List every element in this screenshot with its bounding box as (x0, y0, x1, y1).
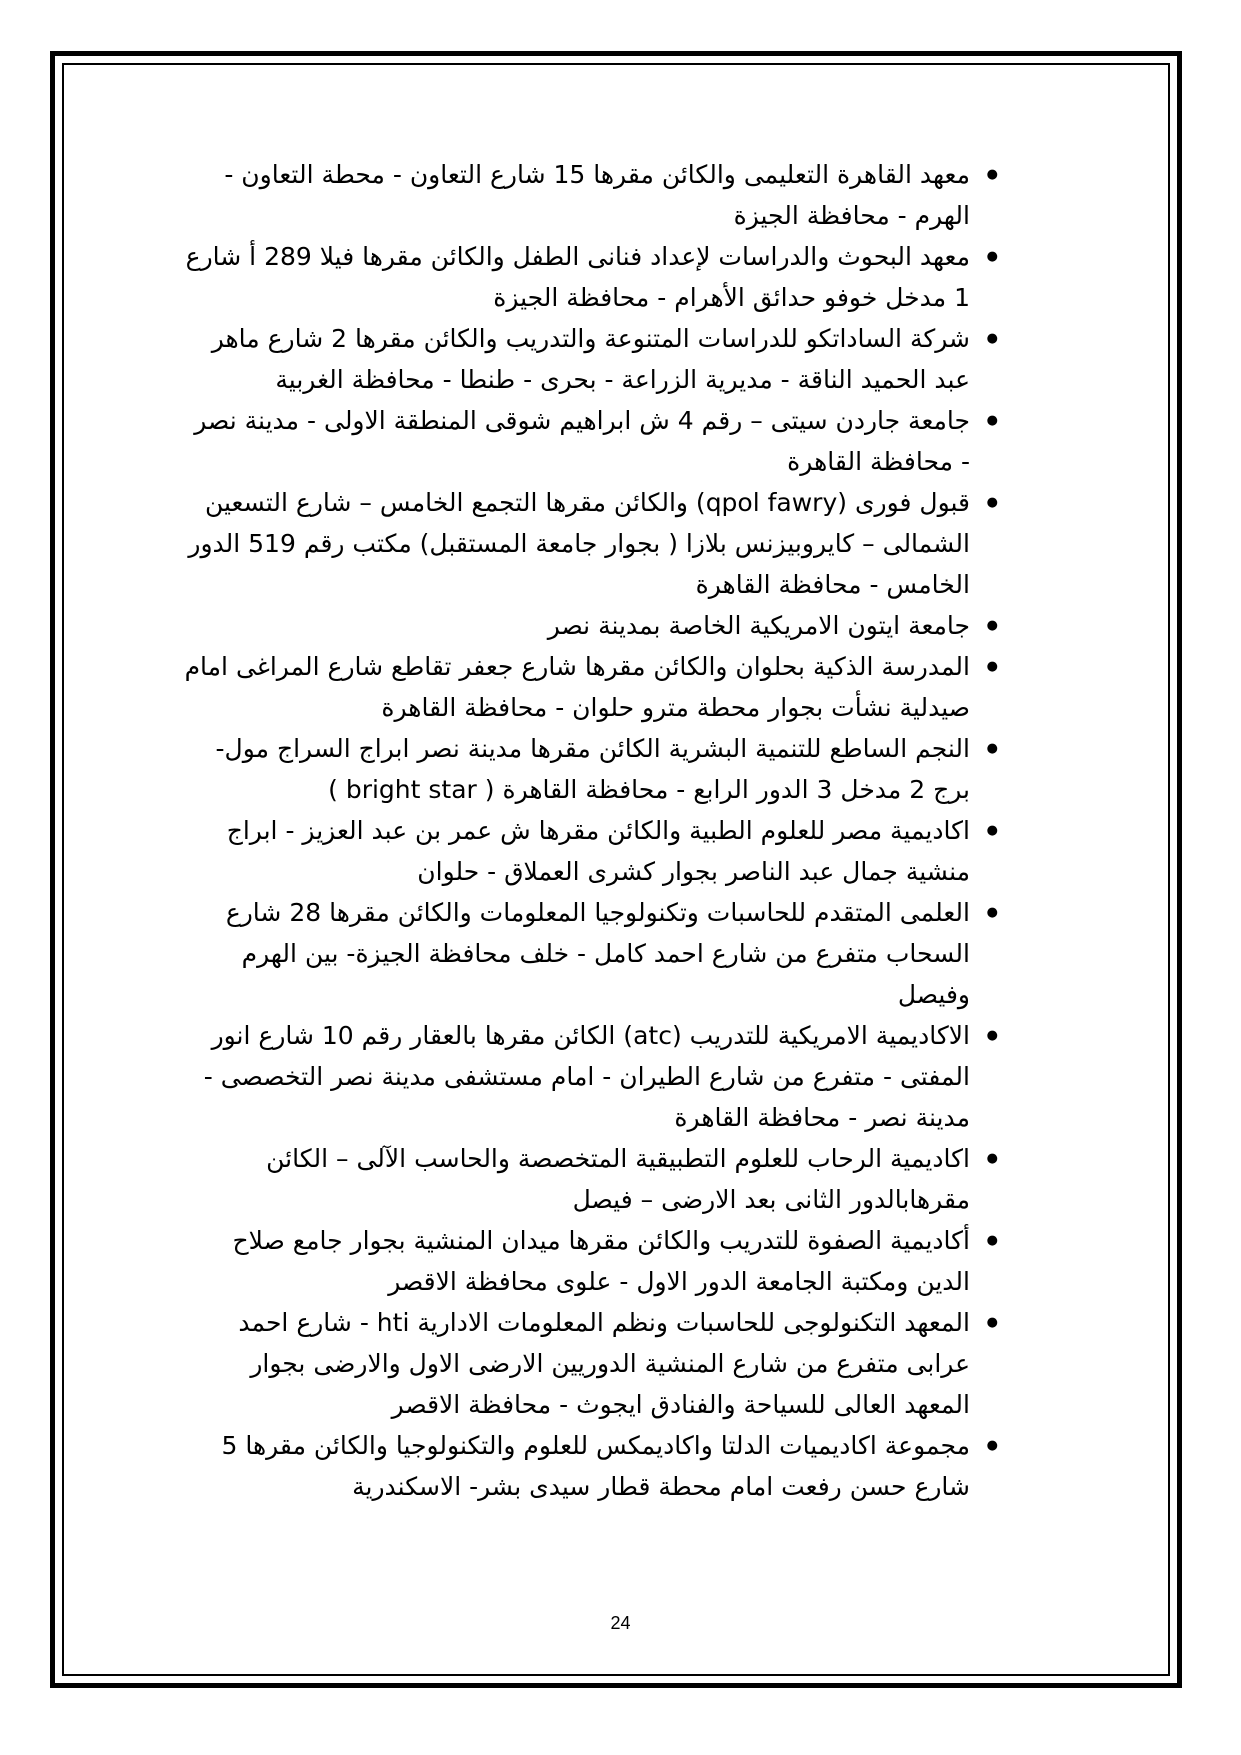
list-item: ● اكاديمية الرحاب للعلوم التطبيقية المتخصصة والحاسب الآلى – الكائن مقرهابالدور الثانى بعد الارضى – فيصل (180, 1138, 1000, 1220)
list-item: ● العلمى المتقدم للحاسبات وتكنولوجيا المعلومات والكائن مقرها 28 شارع السحاب متفرع من شارع احمد كامل - خلف محافظة الجيزة- بين الهرم وفيصل (180, 892, 1000, 1015)
list-item: ● أكاديمية الصفوة للتدريب والكائن مقرها ميدان المنشية بجوار جامع صلاح الدين ومكتبة الجامعة الدور الاول - علوى محافظة الاقصر (180, 1220, 1000, 1302)
list-item: ● الاكاديمية الامريكية للتدريب (atc) الكائن مقرها بالعقار رقم 10 شارع انور المفتى - متفرع من شارع الطيران - امام مستشفى مدينة نصر التخصصى - مدينة نصر - محافظة القاهرة (180, 1015, 1000, 1138)
institution-list (180, 154, 1000, 1507)
list-item: ● المعهد التكنولوجى للحاسبات ونظم المعلومات الادارية hti - شارع احمد عرابى متفرع من شارع المنشية الدوريين الارضى الاول والارضى بجوار المعهد العالى للسياحة والفنادق ايجوث - محافظة الاقصر (180, 1302, 1000, 1425)
list-item: ● النجم الساطع للتنمية البشرية الكائن مقرها مدينة نصر ابراج السراج مول- برج 2 مدخل 3 الدور الرابع - محافظة القاهرة ( bright star ) (180, 728, 1000, 810)
list-item: ● اكاديمية مصر للعلوم الطبية والكائن مقرها ش عمر بن عبد العزيز - ابراج منشية جمال عبد الناصر بجوار كشرى العملاق - حلوان (180, 810, 1000, 892)
list-item: ● مجموعة اكاديميات الدلتا واكاديمكس للعلوم والتكنولوجيا والكائن مقرها 5 شارع حسن رفعت امام محطة قطار سيدى بشر- الاسكندرية (180, 1425, 1000, 1507)
list-item: ● قبول فورى (qpol fawry) والكائن مقرها التجمع الخامس – شارع التسعين الشمالى – كايروبيزنس بلازا ( بجوار جامعة المستقبل) مكتب رقم 519 الدور الخامس - محافظة القاهرة (180, 482, 1000, 605)
list-item: ● معهد البحوث والدراسات لإعداد فنانى الطفل والكائن مقرها فيلا 289 أ شارع 1 مدخل خوفو حدائق الأهرام - محافظة الجيزة (180, 236, 1000, 318)
list-item: ● جامعة ايتون الامريكية الخاصة بمدينة نصر (180, 605, 1000, 646)
page-number: 24 (610, 1613, 631, 1633)
list-item: ● معهد القاهرة التعليمى والكائن مقرها 15 شارع التعاون - محطة التعاون - الهرم - محافظة الجيزة (180, 154, 1000, 236)
list-item: ● جامعة جاردن سيتى – رقم 4 ش ابراهيم شوقى المنطقة الاولى - مدينة نصر - محافظة القاهرة (180, 400, 1000, 482)
list-item: ● المدرسة الذكية بحلوان والكائن مقرها شارع جعفر تقاطع شارع المراغى امام صيدلية نشأت بجوار محطة مترو حلوان - محافظة القاهرة (180, 646, 1000, 728)
list-item: ● شركة الساداتكو للدراسات المتنوعة والتدريب والكائن مقرها 2 شارع ماهر عبد الحميد الناقة - مديرية الزراعة - بحرى - طنطا - محافظة الغربية (180, 318, 1000, 400)
document-body (180, 154, 1000, 1507)
